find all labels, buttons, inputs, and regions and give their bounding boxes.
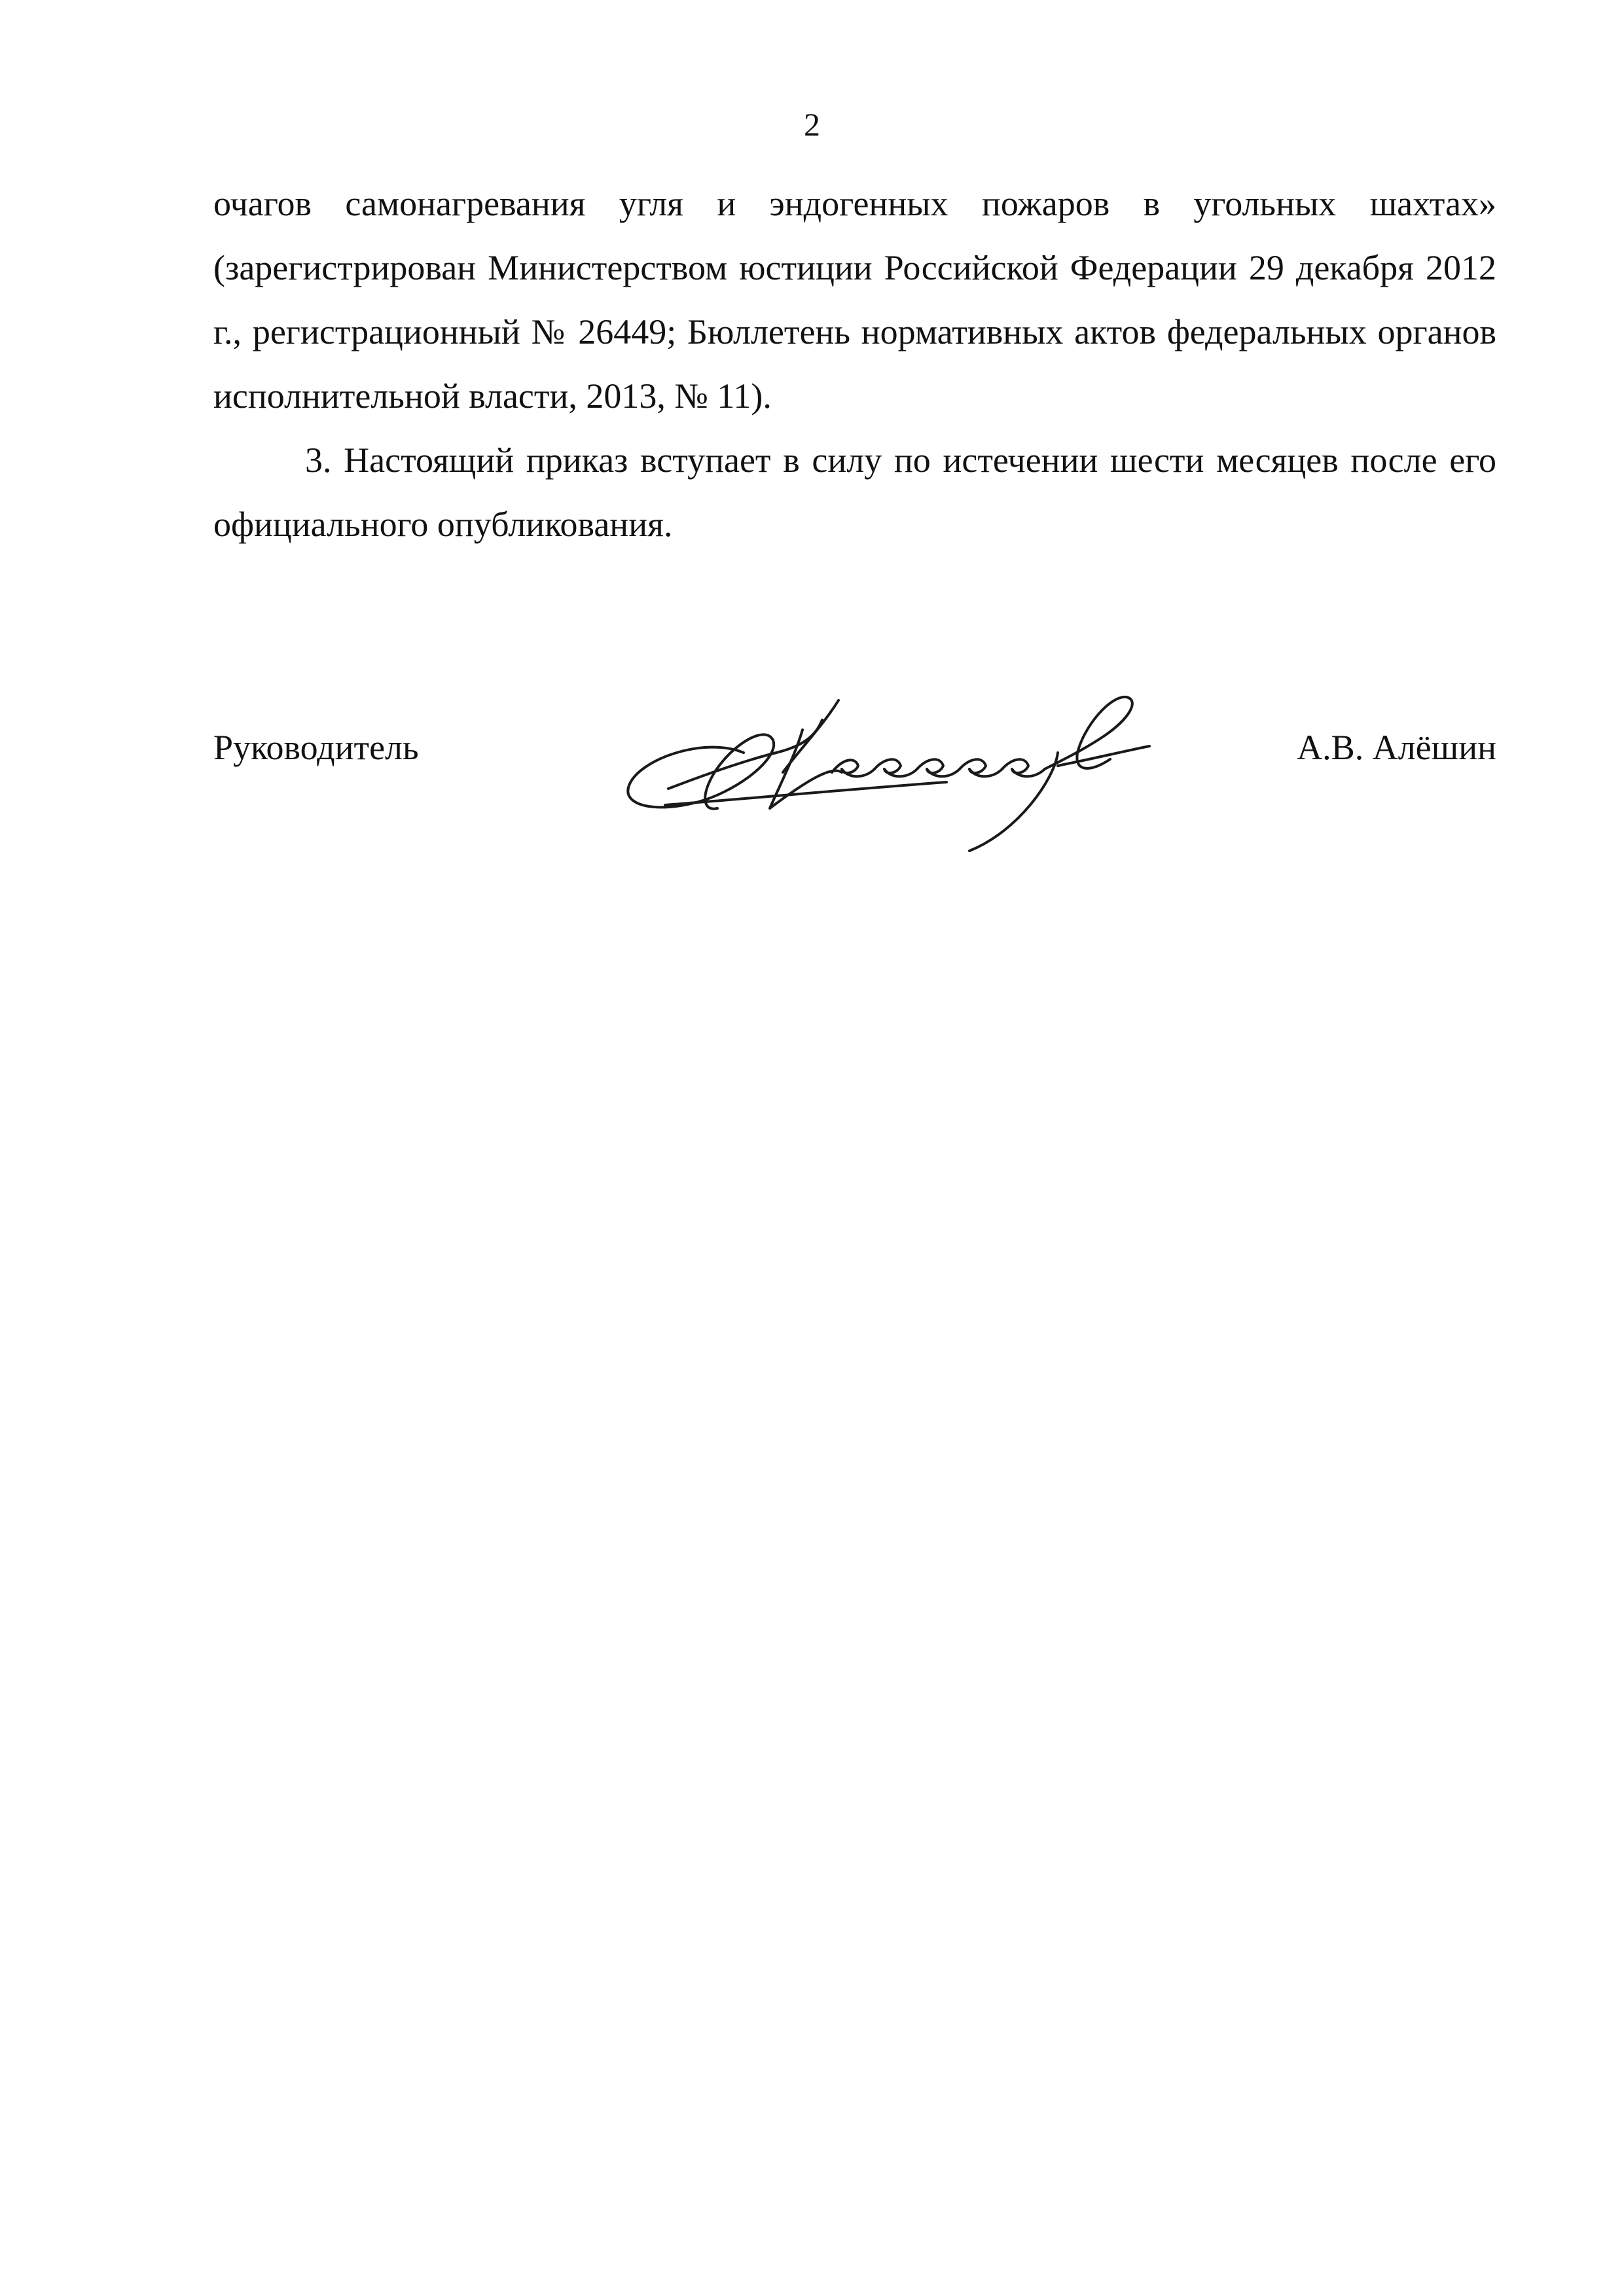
paragraph-continuation: очагов самонагревания угля и эндогенных пожаров в угольных шахтах» (зарегистрирован Министерством юстиции Российской Федерации 29 декабря 2012 г., регистрационный № 26449; Бюллетень нормативных актов федеральных органов исполнительной власти, 2013, № 11). (213, 184, 1496, 416)
paragraph-item-3: 3. Настоящий приказ вступает в силу по истечении шести месяцев после его официального опубликования. (213, 440, 1496, 544)
page-number: 2 (804, 106, 820, 143)
signature-block (213, 681, 1496, 851)
signatory-name: А.В. Алёшин (1297, 728, 1496, 767)
handwritten-signature-icon (606, 674, 1326, 857)
document-body (213, 171, 1496, 556)
signatory-position: Руководитель (213, 728, 419, 767)
